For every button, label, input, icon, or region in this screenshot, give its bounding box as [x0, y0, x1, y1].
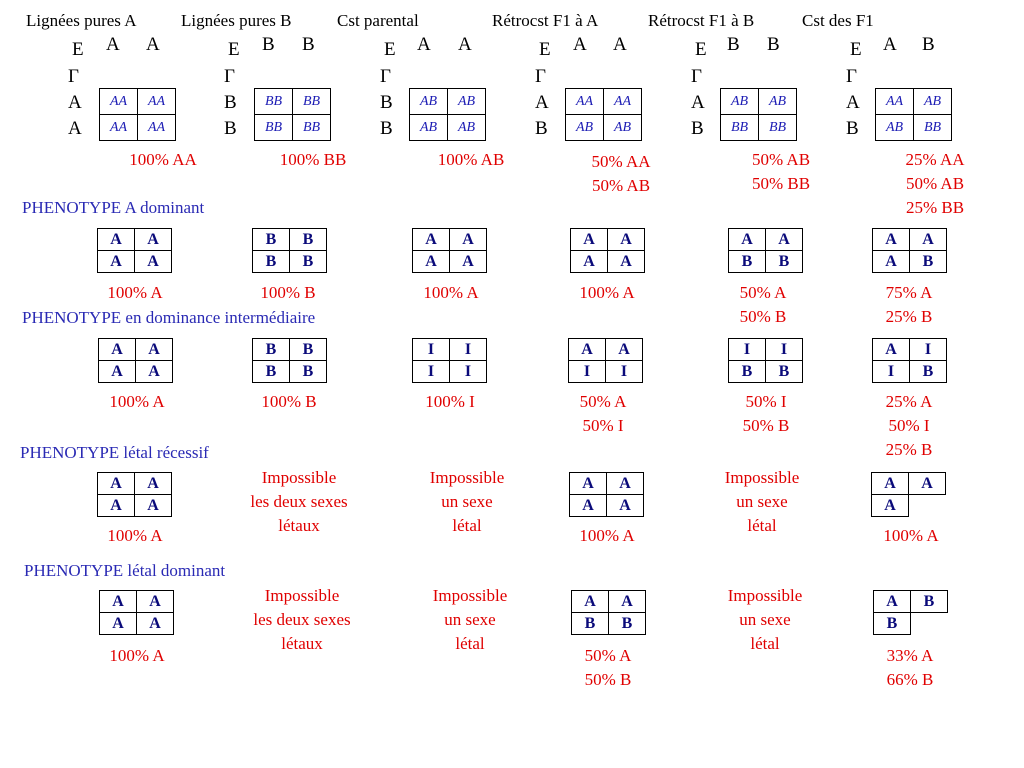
left-letter: B — [380, 92, 393, 113]
gamete-top-1: B — [262, 34, 275, 55]
genotype-grid-row — [876, 115, 952, 141]
intermediate-grid-cell: I — [729, 339, 766, 361]
intermediate-grid — [98, 338, 173, 383]
intermediate-grid-cell: I — [450, 361, 487, 383]
intermediate-result-line: 25% B — [885, 440, 933, 459]
genotype-grid-row — [566, 89, 642, 115]
lethal-recessive-grid-cell: A — [607, 495, 644, 517]
column-title: Rétrocst F1 à B — [648, 11, 755, 30]
dominant-grid-cell: B — [290, 251, 327, 273]
dominant-grid-cell: A — [910, 229, 947, 251]
genotype-grid-cell: BB — [293, 89, 331, 115]
genotype-grid-cell: AB — [566, 115, 604, 141]
lethal-recessive-note — [250, 466, 347, 538]
genotype-grid — [254, 88, 331, 141]
intermediate-result-line: 100% I — [425, 392, 475, 411]
genotype-grid-row — [566, 115, 642, 141]
lethal-recessive-result — [107, 524, 162, 548]
dominant-grid-row — [571, 251, 645, 273]
left-letter: Γ — [68, 66, 79, 87]
intermediate-result — [580, 390, 627, 438]
lethal-recessive-note-line: les deux sexes — [250, 492, 348, 511]
genotype-grid-cell: BB — [759, 115, 797, 141]
lethal-recessive-note-line: Impossible — [429, 468, 505, 487]
left-letter: B — [846, 118, 859, 139]
genotype-grid-row — [255, 115, 331, 141]
genotype-grid-cell: BB — [914, 115, 952, 141]
lethal-dominant-note-line: létal — [455, 634, 485, 653]
dominant-grid-row — [253, 251, 327, 273]
genotype-grid-cell: BB — [255, 89, 293, 115]
dominant-result — [107, 281, 162, 305]
genotype-result — [129, 148, 197, 172]
lethal-recessive-grid — [97, 472, 172, 517]
left-letter: E — [384, 39, 396, 60]
genotype-grid-row — [721, 115, 797, 141]
lethal-dominant-result — [585, 644, 632, 692]
intermediate-result-line: 50% A — [579, 392, 627, 411]
genotype-result — [438, 148, 505, 172]
genotype-result-line: 100% AB — [437, 150, 505, 169]
dominant-grid — [570, 228, 645, 273]
column-title: Cst parental — [337, 11, 419, 30]
intermediate-grid — [412, 338, 487, 383]
lethal-recessive-grid-cell — [909, 495, 946, 517]
intermediate-result-line: 50% I — [888, 416, 930, 435]
dominant-grid — [252, 228, 327, 273]
lethal-dominant-grid-cell: A — [874, 591, 911, 613]
lethal-recessive-result — [883, 524, 938, 548]
lethal-recessive-result-line: 100% A — [579, 526, 635, 545]
gamete-top-2: A — [458, 34, 472, 55]
intermediate-grid-row — [873, 339, 947, 361]
lethal-recessive-result-line: 100% A — [883, 526, 939, 545]
intermediate-grid-cell: I — [873, 361, 910, 383]
lethal-dominant-grid-cell: B — [911, 591, 948, 613]
lethal-dominant-grid-cell: A — [137, 591, 174, 613]
intermediate-grid-cell: B — [729, 361, 766, 383]
intermediate-grid-cell: A — [569, 339, 606, 361]
dominant-result — [886, 281, 933, 329]
dominant-grid-cell: B — [290, 229, 327, 251]
intermediate-grid-row — [873, 361, 947, 383]
left-letter: Γ — [535, 66, 546, 87]
dominant-grid-cell: A — [873, 229, 910, 251]
lethal-dominant-grid-cell: B — [609, 613, 646, 635]
lethal-recessive-note-line: un sexe — [441, 492, 493, 511]
dominant-result — [579, 281, 634, 305]
genotype-grid-cell: AA — [604, 89, 642, 115]
genotype-result-line: 100% BB — [279, 150, 347, 169]
dominant-grid-cell: A — [135, 229, 172, 251]
lethal-dominant-result-line: 100% A — [109, 646, 165, 665]
left-letter: A — [691, 92, 705, 113]
left-letter: B — [535, 118, 548, 139]
dominant-grid-row — [729, 229, 803, 251]
lethal-dominant-note — [253, 584, 350, 656]
intermediate-result-line: 100% A — [109, 392, 165, 411]
genotype-result — [752, 148, 810, 196]
lethal-dominant-note-line: létaux — [281, 634, 323, 653]
dominant-grid-cell: A — [608, 229, 645, 251]
left-letter: E — [228, 39, 240, 60]
genotype-grid-cell: AB — [410, 115, 448, 141]
intermediate-grid-cell: B — [253, 361, 290, 383]
intermediate-grid-cell: B — [290, 339, 327, 361]
intermediate-grid-row — [569, 361, 643, 383]
dominant-grid-row — [253, 229, 327, 251]
lethal-dominant-result-line: 50% B — [584, 670, 632, 689]
genotype-result-line: 25% BB — [905, 198, 965, 217]
dominant-grid-cell: A — [729, 229, 766, 251]
genotype-grid-cell: AB — [604, 115, 642, 141]
lethal-recessive-grid-cell: A — [872, 495, 909, 517]
lethal-dominant-result-line: 66% B — [886, 670, 934, 689]
genotype-grid — [409, 88, 486, 141]
lethal-recessive-result-line: 100% A — [107, 526, 163, 545]
dominant-grid — [872, 228, 947, 273]
lethal-recessive-grid-row — [570, 495, 644, 517]
intermediate-result-line: 25% A — [885, 392, 933, 411]
dominant-grid-cell: A — [413, 251, 450, 273]
intermediate-grid-cell: I — [766, 339, 803, 361]
lethal-recessive-note-line: létal — [452, 516, 482, 535]
genotype-grid-row — [876, 89, 952, 115]
intermediate-grid-cell: B — [253, 339, 290, 361]
lethal-recessive-grid-cell: A — [872, 473, 909, 495]
genotype-grid — [99, 88, 176, 141]
lethal-recessive-grid-cell: A — [570, 495, 607, 517]
genotype-result-line: 50% AB — [905, 174, 965, 193]
left-letter: A — [846, 92, 860, 113]
section-lethal-dominant-heading: PHENOTYPE létal dominant — [24, 561, 226, 580]
genotype-grid-row — [100, 89, 176, 115]
dominant-grid-cell: B — [729, 251, 766, 273]
genotype-result-line: 50% BB — [751, 174, 811, 193]
lethal-dominant-note-line: un sexe — [444, 610, 496, 629]
intermediate-grid-cell: A — [99, 339, 136, 361]
dominant-grid-row — [873, 229, 947, 251]
dominant-grid-cell: A — [608, 251, 645, 273]
lethal-dominant-note-line: un sexe — [739, 610, 791, 629]
genotype-grid-cell: AB — [721, 89, 759, 115]
lethal-dominant-result — [109, 644, 164, 668]
intermediate-grid-cell: B — [766, 361, 803, 383]
dominant-grid-cell: B — [766, 251, 803, 273]
lethal-dominant-result-line: 50% A — [584, 646, 632, 665]
lethal-dominant-note — [728, 584, 803, 656]
lethal-recessive-grid-cell: A — [135, 473, 172, 495]
column-title: Rétrocst F1 à A — [492, 11, 599, 30]
lethal-dominant-note-line: Impossible — [264, 586, 340, 605]
lethal-dominant-grid-cell: A — [100, 613, 137, 635]
dominant-grid — [728, 228, 803, 273]
dominant-grid-cell: A — [450, 229, 487, 251]
lethal-dominant-grid-cell — [911, 613, 948, 635]
genotype-grid-cell: AA — [566, 89, 604, 115]
intermediate-grid-cell: I — [606, 361, 643, 383]
lethal-dominant-grid-row — [874, 613, 948, 635]
left-letter: B — [691, 118, 704, 139]
lethal-dominant-note-line: Impossible — [432, 586, 508, 605]
genotype-grid-cell: AA — [100, 115, 138, 141]
lethal-dominant-grid-row — [100, 613, 174, 635]
genotype-grid-cell: AB — [876, 115, 914, 141]
dominant-grid-cell: B — [253, 251, 290, 273]
gamete-top-2: B — [767, 34, 780, 55]
genotype-grid-cell: AA — [138, 115, 176, 141]
left-letter: E — [72, 39, 84, 60]
dominant-grid — [97, 228, 172, 273]
genotype-grid-cell: BB — [721, 115, 759, 141]
intermediate-grid-cell: A — [136, 361, 173, 383]
lethal-recessive-grid — [569, 472, 644, 517]
dominant-grid-row — [413, 251, 487, 273]
intermediate-grid — [568, 338, 643, 383]
dominant-result-line: 100% A — [423, 283, 479, 302]
lethal-dominant-result — [887, 644, 934, 692]
lethal-recessive-grid-row — [872, 473, 946, 495]
intermediate-result — [425, 390, 475, 414]
intermediate-grid — [872, 338, 947, 383]
genotype-grid-cell: AA — [876, 89, 914, 115]
dominant-result-line: 50% A — [739, 283, 787, 302]
dominant-grid-cell: A — [571, 251, 608, 273]
intermediate-grid-cell: A — [606, 339, 643, 361]
intermediate-grid-cell: A — [136, 339, 173, 361]
dominant-result-line: 100% A — [107, 283, 163, 302]
intermediate-grid-cell: I — [910, 339, 947, 361]
genotype-grid — [720, 88, 797, 141]
dominant-result-line: 100% B — [260, 283, 316, 302]
intermediate-grid-cell: I — [569, 361, 606, 383]
lethal-recessive-grid-cell: A — [909, 473, 946, 495]
genotype-result-line: 25% AA — [905, 150, 965, 169]
lethal-recessive-grid-cell: A — [135, 495, 172, 517]
lethal-dominant-grid-row — [100, 591, 174, 613]
lethal-dominant-grid — [571, 590, 646, 635]
lethal-dominant-note-line: Impossible — [727, 586, 803, 605]
gamete-top-1: B — [727, 34, 740, 55]
lethal-recessive-grid-cell: A — [570, 473, 607, 495]
dominant-grid-cell: A — [98, 229, 135, 251]
section-intermediate-heading: PHENOTYPE en dominance intermédiaire — [22, 308, 316, 327]
lethal-recessive-grid-row — [872, 495, 946, 517]
intermediate-grid-cell: B — [290, 361, 327, 383]
intermediate-grid-cell: I — [413, 361, 450, 383]
lethal-recessive-result — [579, 524, 634, 548]
intermediate-grid-cell: A — [873, 339, 910, 361]
lethal-recessive-note-line: létaux — [278, 516, 320, 535]
lethal-recessive-grid-cell: A — [98, 495, 135, 517]
intermediate-grid — [252, 338, 327, 383]
lethal-dominant-grid-cell: A — [609, 591, 646, 613]
left-letter: Γ — [846, 66, 857, 87]
dominant-grid-cell: A — [413, 229, 450, 251]
intermediate-grid-row — [569, 339, 643, 361]
left-letter: B — [224, 118, 237, 139]
dominant-grid-row — [729, 251, 803, 273]
lethal-recessive-grid-cell: A — [98, 473, 135, 495]
intermediate-result — [886, 390, 933, 462]
intermediate-grid-row — [99, 339, 173, 361]
lethal-dominant-grid-cell: A — [137, 613, 174, 635]
genotype-grid-cell: AA — [100, 89, 138, 115]
intermediate-result — [109, 390, 164, 414]
lethal-dominant-grid-cell: B — [572, 613, 609, 635]
genotype-grid-cell: AB — [448, 115, 486, 141]
intermediate-result-line: 50% I — [745, 392, 787, 411]
genotype-grid-cell: BB — [293, 115, 331, 141]
intermediate-grid-row — [729, 339, 803, 361]
lethal-recessive-grid-row — [98, 495, 172, 517]
left-letter: B — [224, 92, 237, 113]
genotype-grid-row — [410, 89, 486, 115]
lethal-dominant-grid-row — [874, 591, 948, 613]
left-letter: E — [695, 39, 707, 60]
dominant-result-line: 75% A — [885, 283, 933, 302]
left-letter: B — [380, 118, 393, 139]
genotype-grid-row — [255, 89, 331, 115]
lethal-dominant-grid-cell: A — [572, 591, 609, 613]
left-letter: A — [68, 118, 82, 139]
column-title: Cst des F1 — [802, 11, 874, 30]
lethal-dominant-grid-row — [572, 613, 646, 635]
intermediate-grid-cell: A — [99, 361, 136, 383]
dominant-grid-cell: B — [910, 251, 947, 273]
intermediate-grid-cell: B — [910, 361, 947, 383]
dominant-grid-cell: A — [766, 229, 803, 251]
lethal-recessive-note — [430, 466, 505, 538]
dominant-grid-cell: A — [450, 251, 487, 273]
lethal-recessive-note-line: Impossible — [261, 468, 337, 487]
genotype-grid-cell: AA — [138, 89, 176, 115]
left-letter: Γ — [380, 66, 391, 87]
gamete-top-2: B — [922, 34, 935, 55]
intermediate-grid-row — [253, 339, 327, 361]
dominant-grid-cell: A — [135, 251, 172, 273]
lethal-dominant-grid-cell: A — [100, 591, 137, 613]
lethal-dominant-result-line: 33% A — [886, 646, 934, 665]
column-title: Lignées pures A — [26, 11, 137, 30]
dominant-result-line: 100% A — [579, 283, 635, 302]
dominant-grid-cell: A — [571, 229, 608, 251]
lethal-dominant-note — [433, 584, 508, 656]
intermediate-grid-row — [413, 339, 487, 361]
genotype-result — [591, 150, 650, 198]
gamete-top-2: B — [302, 34, 315, 55]
genotype-grid-row — [410, 115, 486, 141]
left-letter: Γ — [224, 66, 235, 87]
left-letter: A — [68, 92, 82, 113]
gamete-top-1: A — [417, 34, 431, 55]
gamete-top-1: A — [883, 34, 897, 55]
column-title: Lignées pures B — [181, 11, 292, 30]
intermediate-grid — [728, 338, 803, 383]
intermediate-result-line: 50% B — [742, 416, 790, 435]
intermediate-grid-row — [729, 361, 803, 383]
lethal-recessive-note-line: un sexe — [736, 492, 788, 511]
gamete-top-1: A — [106, 34, 120, 55]
genotype-result — [280, 148, 347, 172]
section-lethal-recessive-heading: PHENOTYPE létal récessif — [20, 443, 209, 462]
dominant-result-line: 25% B — [885, 307, 933, 326]
left-letter: E — [850, 39, 862, 60]
intermediate-result-line: 50% I — [582, 416, 624, 435]
intermediate-result-line: 100% B — [261, 392, 317, 411]
section-dominant-heading: PHENOTYPE A dominant — [22, 198, 205, 217]
lethal-recessive-grid — [871, 472, 946, 517]
genotype-grid-cell: AB — [448, 89, 486, 115]
intermediate-grid-row — [253, 361, 327, 383]
intermediate-grid-cell: I — [450, 339, 487, 361]
dominant-grid — [412, 228, 487, 273]
lethal-dominant-grid-cell: B — [874, 613, 911, 635]
intermediate-result — [261, 390, 316, 414]
dominant-grid-cell: B — [253, 229, 290, 251]
dominant-grid-row — [571, 229, 645, 251]
lethal-recessive-grid-row — [570, 473, 644, 495]
lethal-dominant-grid — [873, 590, 948, 635]
dominant-grid-row — [873, 251, 947, 273]
dominant-grid-cell: A — [873, 251, 910, 273]
genotype-grid — [875, 88, 952, 141]
left-letter: E — [539, 39, 551, 60]
genotype-grid-cell: BB — [255, 115, 293, 141]
lethal-recessive-note — [725, 466, 800, 538]
intermediate-grid-cell: I — [413, 339, 450, 361]
lethal-recessive-grid-cell: A — [607, 473, 644, 495]
lethal-recessive-note-line: létal — [747, 516, 777, 535]
intermediate-grid-row — [413, 361, 487, 383]
genotype-grid-cell: AB — [410, 89, 448, 115]
lethal-dominant-note-line: les deux sexes — [253, 610, 351, 629]
genotype-result-line: 50% AB — [591, 176, 651, 195]
lethal-recessive-note-line: Impossible — [724, 468, 800, 487]
genotype-grid-cell: AB — [759, 89, 797, 115]
dominant-grid-row — [98, 229, 172, 251]
genotype-result-line: 50% AB — [751, 150, 811, 169]
genotype-result-line: 50% AA — [591, 152, 651, 171]
dominant-grid-row — [413, 229, 487, 251]
gamete-top-1: A — [573, 34, 587, 55]
dominant-grid-cell: A — [98, 251, 135, 273]
lethal-recessive-grid-row — [98, 473, 172, 495]
lethal-dominant-note-line: létal — [750, 634, 780, 653]
left-letter: Γ — [691, 66, 702, 87]
gamete-top-2: A — [146, 34, 160, 55]
dominant-result-line: 50% B — [739, 307, 787, 326]
intermediate-grid-row — [99, 361, 173, 383]
genotype-grid — [565, 88, 642, 141]
genotype-result — [905, 148, 964, 220]
dominant-result — [740, 281, 787, 329]
genotype-grid-cell: AB — [914, 89, 952, 115]
gamete-top-2: A — [613, 34, 627, 55]
genotype-grid-row — [100, 115, 176, 141]
genotype-grid-row — [721, 89, 797, 115]
dominant-result — [260, 281, 315, 305]
intermediate-result — [743, 390, 790, 438]
genotype-result-line: 100% AA — [129, 150, 197, 169]
dominant-grid-row — [98, 251, 172, 273]
dominant-result — [423, 281, 478, 305]
lethal-dominant-grid — [99, 590, 174, 635]
lethal-dominant-grid-row — [572, 591, 646, 613]
left-letter: A — [535, 92, 549, 113]
